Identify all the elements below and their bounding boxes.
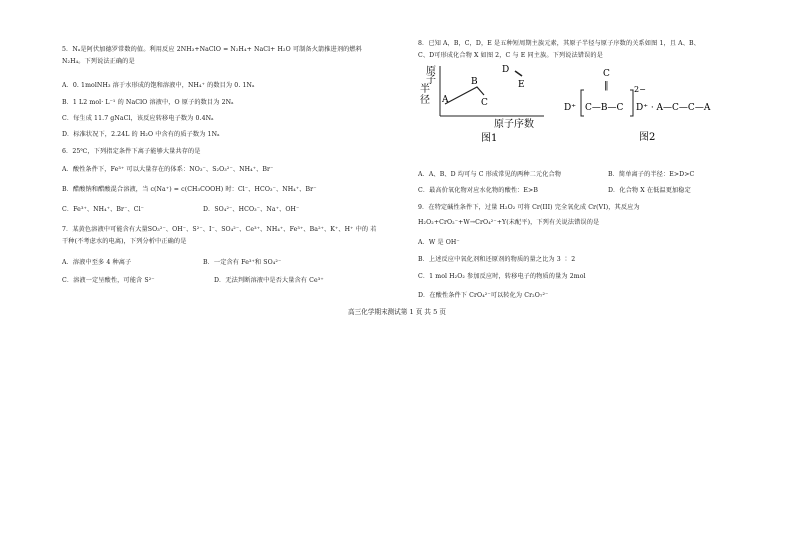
q7-option-b: B．一定含有 Fe³⁺和 SO₄²⁻ — [203, 259, 282, 266]
fig1-point-c-label: C — [481, 98, 488, 108]
q5-option-a: A．0. 1molNH₃ 溶于水形成的饱和溶液中，NH₄⁺ 的数目为 0. 1Nₐ — [62, 82, 255, 89]
q6-option-a: A．酸性条件下，Fe³⁺ 可以大量存在的体系：NO₃⁻、S₂O₃²⁻、NH₄⁺、Br⁻ — [62, 166, 274, 173]
q7-option-d: D．无法判断溶液中是否大量含有 Ce³⁺ — [214, 277, 324, 284]
q5-option-c: C．每生成 11.7 gNaCl，该反应转移电子数为 0.4Nₐ — [62, 115, 214, 122]
q7-option-c: C．溶液一定呈酸性，可能含 S²⁻ — [62, 277, 155, 284]
q9-option-a: A．W 是 OH⁻ — [418, 239, 460, 246]
fig1-xlabel: 原子序数 — [494, 119, 534, 130]
q7-stem-line2: 干种(不考虑水的电离)，下列分析中正确的是 — [62, 238, 187, 245]
fig2-left-cation: D⁺ — [564, 103, 576, 113]
fig1-curve — [445, 87, 484, 104]
fig2-double-bond: ‖ — [604, 81, 609, 91]
q5-option-d: D．标准状况下，2.24L 的 H₂O 中含有的质子数为 1Nₐ — [62, 131, 220, 138]
fig2-caption: 图2 — [639, 132, 656, 143]
q5-option-b: B．1 L2 mol· L⁻¹ 的 NaClO 溶液中，O 原子的数目为 2Nₐ — [62, 99, 234, 106]
figure-2-compound-x-structure — [564, 66, 734, 144]
q6-option-b: B．醋酸钠和醋酸混合溶液，当 c(Na⁺) = c(CH₃COOH) 时：Cl⁻、HCO₃⁻、NH₄⁺、Br⁻ — [62, 186, 317, 193]
q5-stem-line2: N₂H₄。下列说法正确的是 — [62, 58, 135, 65]
fig1-point-a-label: A — [442, 95, 449, 105]
q5-stem-line1: 5．Nₐ是阿伏加德罗常数的值。利用反应 2NH₃+NaClO = N₂H₄+ NaCl+ H₂O 可制备火箭推进剂的燃料 — [62, 46, 362, 53]
fig1-point-e-label: E — [518, 80, 525, 90]
q7-option-a: A．溶液中至多 4 种离子 — [62, 259, 132, 266]
fig2-right-bracket — [630, 90, 633, 116]
page-footer: 高三化学期末测试第 1 页 共 5 页 — [348, 308, 446, 316]
fig2-left-bracket — [581, 90, 584, 116]
q9-option-c: C．1 mol H₂O₂ 参加反应时，转移电子的物质的量为 2mol — [418, 273, 586, 280]
q8-stem-line1: 8．已知 A，B，C，D，E 是五种短周期主族元素，其原子半径与原子序数的关系如图 1，且 A、B、 — [418, 40, 700, 47]
fig2-right-cation-and-chain: D⁺ · A—C—C—A — [636, 103, 711, 113]
q7-stem-line1: 7．某黄色溶液中可能含有大量SO₃²⁻、OH⁻、S²⁻、I⁻、SO₄²⁻、Ce³⁺、NH₄⁺、Fe³⁺、Ba²⁺、K⁺、H⁺ 中的 若 — [62, 226, 377, 233]
q9-stem-line2: H₂O₂+CrO₂⁻+W→CrO₄²⁻+Y(未配平)，下列有关说法错误的是 — [418, 219, 600, 226]
q6-stem: 6．25℃，下列指定条件下离子能够大量共存的是 — [62, 148, 201, 155]
fig2-anion-chain: C—B—C — [585, 103, 624, 113]
fig1-ylabel-char-3: 半 — [420, 84, 430, 95]
q8-option-c: C．最高价氧化物对应水化物的酸性：E>B — [418, 187, 538, 194]
q6-option-c: C．Fe³⁺、NH₄⁺、Br⁻、Cl⁻ — [62, 206, 145, 213]
fig2-top-atom: C — [603, 69, 610, 79]
fig1-ylabel-char-4: 径 — [420, 95, 430, 106]
q9-option-d: D．在酸性条件下 CrO₄²⁻可以转化为 Cr₂O₇²⁻ — [418, 292, 549, 299]
fig2-anion-charge: 2− — [634, 85, 646, 94]
q8-option-a: A．A、B、D 均可与 C 形成常见的两种二元化合物 — [418, 171, 562, 178]
fig1-e-segment — [515, 71, 522, 76]
fig1-point-b-label: B — [471, 77, 478, 87]
q9-option-b: B．上述反应中氧化剂和还原剂的物质的量之比为 3 ∶ 2 — [418, 256, 576, 263]
figure-1-radius-vs-atomic-number — [418, 64, 548, 144]
fig1-ylabel-char-1: 原 — [426, 66, 436, 77]
q8-option-d: D．化合物 X 在低温更加稳定 — [608, 187, 691, 194]
fig1-caption: 图1 — [481, 133, 498, 144]
fig1-ylabel-char-2: 子 — [426, 75, 436, 86]
q8-stem-line2: C、D可形成化合物 X 如图 2，C 与 E 同主族。下列说法错误的是 — [418, 52, 603, 59]
fig1-point-d-label: D — [502, 65, 510, 75]
q9-stem-line1: 9．在特定碱性条件下，过量 H₂O₂ 可将 Cr(III) 完全氧化成 Cr(VI)，其反应为 — [418, 204, 640, 211]
q6-option-d: D．SO₄²⁻、HCO₃⁻、Na⁺、OH⁻ — [203, 206, 300, 213]
q8-option-b: B．简单离子的半径：E>D>C — [608, 171, 695, 178]
